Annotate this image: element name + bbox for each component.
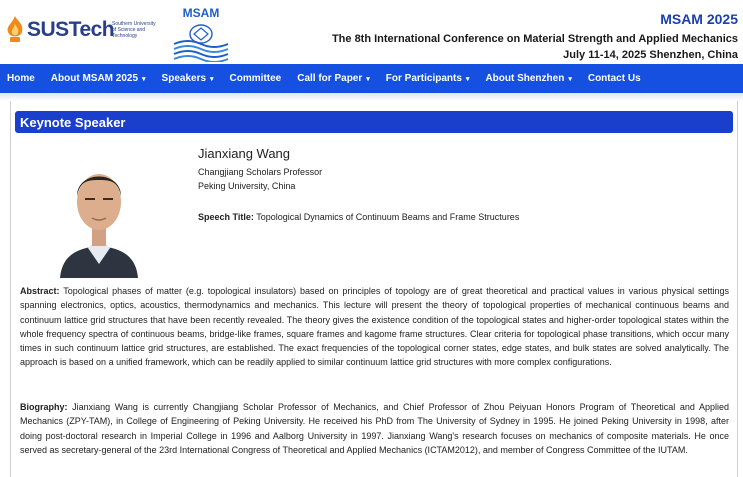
speaker-affiliation: Peking University, China [198, 181, 296, 191]
nav-participants-label: For Participants [385, 73, 462, 84]
content-border-right [737, 101, 738, 477]
chevron-down-icon: ▾ [142, 75, 146, 83]
msam-logo-text: MSAM [182, 6, 220, 20]
nav-home[interactable] [0, 64, 43, 93]
biography-text: Jianxiang Wang is currently Changjiang Scholar Professor of Mechanics, and Chief Professor of Zhou Peiyuan Honors Program of Theoretical and Applied Mechanics (ZPY-TAM), in College of Engineering of Peking University. He received his PhD from The University of Sydney in 1995. He joined Peking University in 1998, after doing post-doctoral research in Imperial College in 1996 and Aalborg University in 1997. Jianxiang Wang's research focuses on mechanics of composite materials. He once served as secretary-general of the 23rd International Congress of Theoretical and Applied Mechanics (ICTAM2012), and member of Congress Committee of the IUTAM. [20, 402, 729, 455]
sustech-wordmark: SUSTech [27, 18, 115, 41]
nav-about[interactable] [43, 64, 154, 93]
nav-speakers[interactable] [154, 64, 222, 93]
site-header [0, 0, 743, 64]
nav-shenzhen-label: About Shenzhen [485, 73, 565, 84]
nav-speakers-label: Speakers [161, 73, 207, 84]
nav-call-label: Call for Paper [297, 73, 363, 84]
biography-paragraph [20, 400, 729, 457]
sustech-logo[interactable] [4, 12, 154, 46]
content-border-left [10, 101, 11, 477]
speaker-role: Changjiang Scholars Professor [198, 167, 323, 177]
chevron-down-icon: ▾ [465, 75, 470, 83]
chevron-down-icon: ▾ [366, 75, 370, 83]
nav-call-for-paper[interactable] [289, 64, 378, 93]
speaker-photo [58, 152, 140, 278]
conference-date-location: July 11-14, 2025 Shenzhen, China [563, 49, 738, 61]
abstract-label: Abstract: [20, 286, 60, 296]
nav-for-participants[interactable] [378, 64, 478, 93]
sustech-subtitle: Southern University of Science and Technology [112, 21, 156, 39]
chevron-down-icon: ▾ [210, 75, 214, 83]
sustech-flame-icon [4, 14, 26, 44]
main-navbar [0, 64, 743, 93]
abstract-text: Topological phases of matter (e.g. topological insulators) based on principles of topology are of great theoretical and practical values in various physical settings spanning electronics, optics, acoustics, thermodynamics and mechanics. This lecture will present the theory of topological properties of mechanical continuous beams and continuum lattice grid structures that have been recently revealed. The theory gives the existence condition of the topological states and higher-order topological states within the whole frequency spectra of continuous beams, bridge-like frames, square frames and kagome frame structures. Clear criteria for topological phase transitions, which occur many times in such continuum lattice grid structures, are established. The exact frequencies of the topological corner states, edge states, and bulk states are solved analytically. The approach is based on a unified framework, which can be readily applied to similar continuum lattice grid structures with more complex configurations. [20, 286, 730, 368]
speech-title [198, 212, 519, 222]
conference-full-title: The 8th International Conference on Material Strength and Applied Mechanics [331, 33, 738, 45]
conference-short-name: MSAM 2025 [660, 11, 738, 27]
speaker-name: Jianxiang Wang [198, 146, 291, 161]
nav-contact-us[interactable] [580, 64, 649, 93]
speech-title-text: Topological Dynamics of Continuum Beams and Frame Structures [256, 212, 520, 222]
nav-contact-label: Contact Us [587, 73, 641, 84]
section-header-bar [15, 111, 733, 133]
nav-home-label: Home [7, 73, 35, 84]
nav-about-shenzhen[interactable] [477, 64, 579, 93]
msam-logo[interactable] [168, 4, 234, 62]
section-title: Keynote Speaker [20, 115, 126, 130]
navbar-shadow [0, 93, 743, 101]
biography-label: Biography: [20, 402, 68, 412]
nav-committee[interactable] [222, 64, 290, 93]
nav-about-label: About MSAM 2025 [50, 73, 139, 84]
speech-title-label: Speech Title: [198, 212, 254, 222]
chevron-down-icon: ▾ [568, 75, 572, 83]
abstract-paragraph [20, 284, 729, 370]
nav-committee-label: Committee [229, 73, 282, 84]
